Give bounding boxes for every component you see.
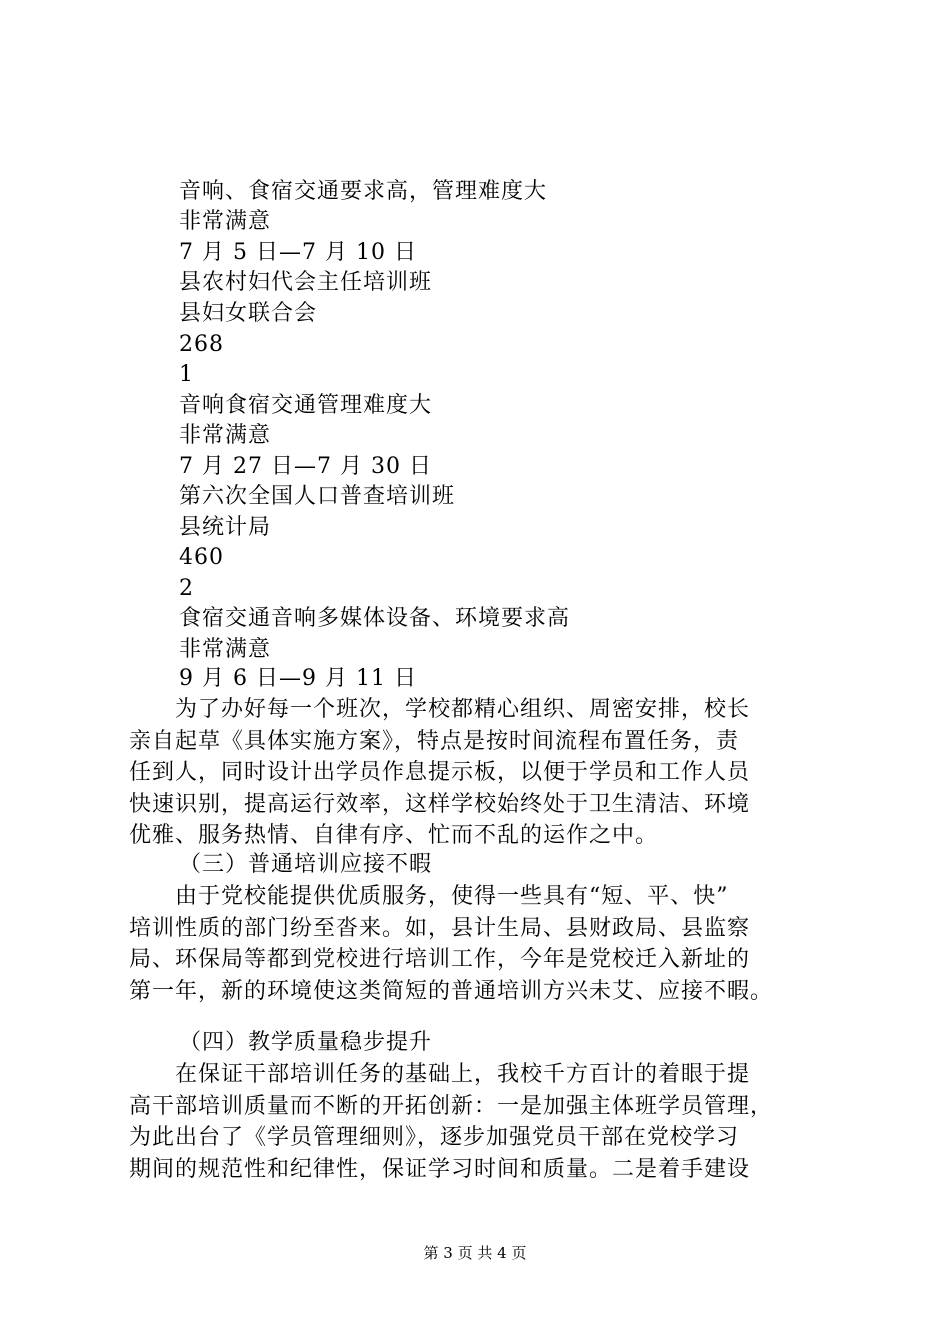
- paragraph-line: 由于党校能提供优质服务，使得一些具有“短、平、快”: [129, 884, 729, 909]
- page-footer: 第 3 页 共 4 页: [423, 1244, 527, 1262]
- list-line: 7 月 5 日—7 月 10 日: [179, 240, 417, 265]
- section-heading-3: （三）普通培训应接不暇: [179, 852, 433, 877]
- paragraph-line: 培训性质的部门纷至沓来。如，县计生局、县财政局、县监察: [129, 915, 751, 941]
- paragraph-line: 期间的规范性和纪律性，保证学习时间和质量。二是着手建设: [129, 1156, 751, 1182]
- list-line: 非常满意: [179, 209, 272, 234]
- list-line: 音响食宿交通管理难度大: [179, 393, 433, 418]
- paragraph-teaching-quality: [129, 1059, 849, 1185]
- list-line: 9 月 6 日—9 月 11 日: [179, 666, 417, 691]
- paragraph-line: 为了办好每一个班次，学校都精心组织、周密安排，校长: [129, 697, 751, 722]
- list-line: 2: [179, 576, 194, 601]
- list-line: 1: [179, 362, 194, 387]
- paragraph-line: 任到人，同时设计出学员作息提示板，以便于学员和工作人员: [129, 760, 751, 785]
- paragraph-line: 高干部培训质量而不断的开拓创新：一是加强主体班学员管理，: [129, 1093, 774, 1119]
- paragraph-line: 优雅、服务热情、自律有序、忙而不乱的运作之中。: [129, 823, 659, 848]
- list-line: 非常满意: [179, 423, 272, 448]
- list-line: 460: [179, 545, 224, 570]
- paragraph-general-training: [129, 881, 849, 1007]
- paragraph-line: 亲自起草《具体实施方案》，特点是按时间流程布置任务，责: [129, 728, 740, 754]
- paragraph-line: 第一年，新的环境使这类简短的普通培训方兴未艾、应接不暇。: [129, 978, 774, 1004]
- list-line: 县农村妇代会主任培训班: [179, 270, 433, 295]
- list-line: 7 月 27 日—7 月 30 日: [179, 454, 432, 479]
- list-line: 县统计局: [179, 515, 272, 540]
- list-line: 非常满意: [179, 637, 272, 662]
- list-line: 食宿交通音响多媒体设备、环境要求高: [179, 606, 571, 631]
- paragraph-line: 快速识别，提高运行效率，这样学校始终处于卫生清洁、环境: [129, 791, 751, 817]
- paragraph-line: 局、环保局等都到党校进行培训工作，今年是党校迁入新址的: [129, 947, 751, 972]
- list-line: 县妇女联合会: [179, 301, 318, 326]
- paragraph-organization: [129, 694, 849, 852]
- list-line: 268: [179, 332, 224, 357]
- list-line: 音响、食宿交通要求高，管理难度大: [179, 179, 548, 204]
- paragraph-line: 在保证干部培训任务的基础上，我校千方百计的着眼于提: [129, 1062, 751, 1087]
- paragraph-line: 为此出台了《学员管理细则》，逐步加强党员干部在党校学习: [129, 1125, 740, 1150]
- section-heading-4: （四）教学质量稳步提升: [179, 1030, 433, 1055]
- list-line: 第六次全国人口普查培训班: [179, 484, 456, 509]
